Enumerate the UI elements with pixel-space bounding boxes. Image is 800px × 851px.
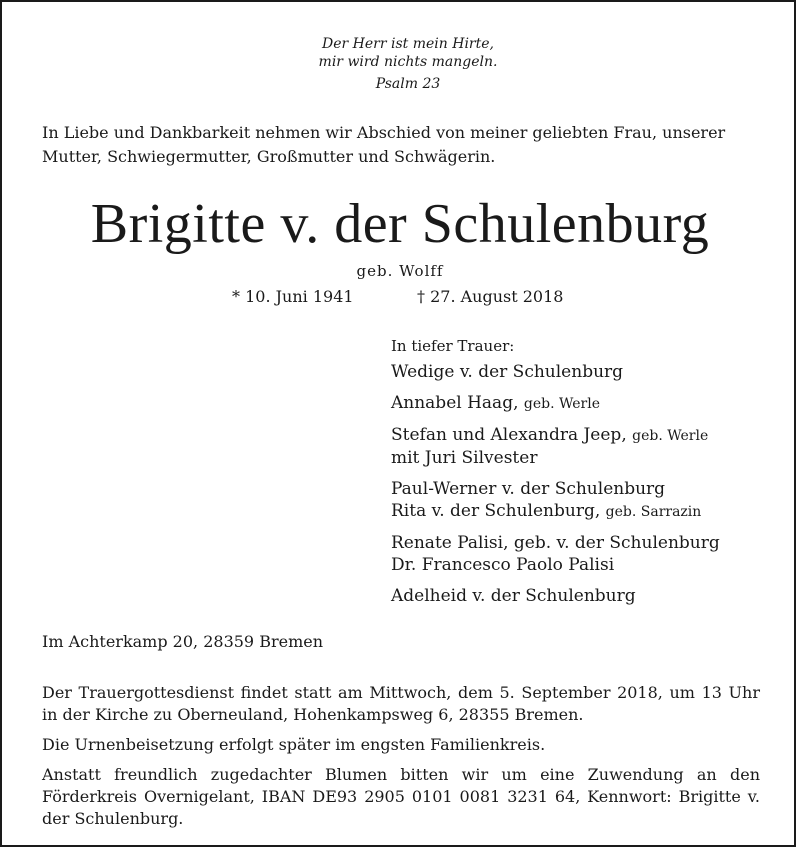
mourner-group (391, 361, 720, 383)
mourner-name: Annabel Haag, (391, 393, 519, 413)
mourners-list (391, 336, 720, 616)
mourner-group (391, 392, 720, 415)
mourner-name: Adelheid v. der Schulenburg (391, 586, 636, 606)
mourner-group (391, 478, 720, 523)
death-date: † 27. August 2018 (417, 287, 564, 306)
verse-source: Psalm 23 (375, 76, 441, 92)
mourner-line (391, 500, 720, 523)
mourner-group (391, 532, 720, 576)
mourner-name: Stefan und Alexandra Jeep, (391, 425, 627, 445)
verse-line-1: Der Herr ist mein Hirte, (322, 36, 494, 52)
mourners-heading: In tiefer Trauer: (391, 337, 515, 355)
mourner-name: Rita v. der Schulenburg, (391, 501, 601, 521)
mourner-name: Paul-Werner v. der Schulenburg (391, 479, 666, 499)
deceased-name: Brigitte v. der Schulenburg (90, 193, 710, 255)
mourner-name: Renate Palisi, geb. v. der Schulenburg (391, 533, 720, 553)
mourner-group (391, 424, 720, 469)
mourner-note: geb. Werle (632, 428, 709, 444)
mourner-group (391, 585, 720, 607)
mourner-note: geb. Werle (523, 396, 600, 412)
service-details (42, 682, 760, 838)
urn-info: Die Urnenbeisetzung erfolgt später im engsten Familienkreis. (42, 735, 546, 754)
birth-name: geb. Wolff (356, 262, 444, 280)
funeral-info: Der Trauergottesdienst findet statt am Mittwoch, dem 5. September 2018, um 13 Uhr in der Kirche zu Oberneuland, Hohenkampsweg 6, 28355 Bremen. (42, 683, 760, 724)
verse-line-2: mir wird nichts mangeln. (318, 54, 498, 70)
mourner-line (391, 424, 720, 447)
family-address: Im Achterkamp 20, 28359 Bremen (42, 632, 324, 651)
mourner-line (391, 392, 720, 415)
mourner-note: geb. Sarrazin (605, 504, 702, 520)
donation-info: Anstatt freundlich zugedachter Blumen bitten wir um eine Zuwendung an den Förderkreis Overnigelant, IBAN DE93 2905 0101 0081 3231 64, Kennwort: Brigitte v. der Schulenburg. (42, 765, 760, 828)
mourner-name: Wedige v. der Schulenburg (391, 362, 624, 382)
intro-text: In Liebe und Dankbarkeit nehmen wir Abschied von meiner geliebten Frau, unserer Mutter, Schwiegermutter, Großmutter und Schwägerin. (42, 123, 726, 166)
birth-date: * 10. Juni 1941 (232, 287, 354, 306)
mourner-name: Dr. Francesco Paolo Palisi (391, 555, 615, 575)
mourner-name: mit Juri Silvester (391, 448, 538, 468)
